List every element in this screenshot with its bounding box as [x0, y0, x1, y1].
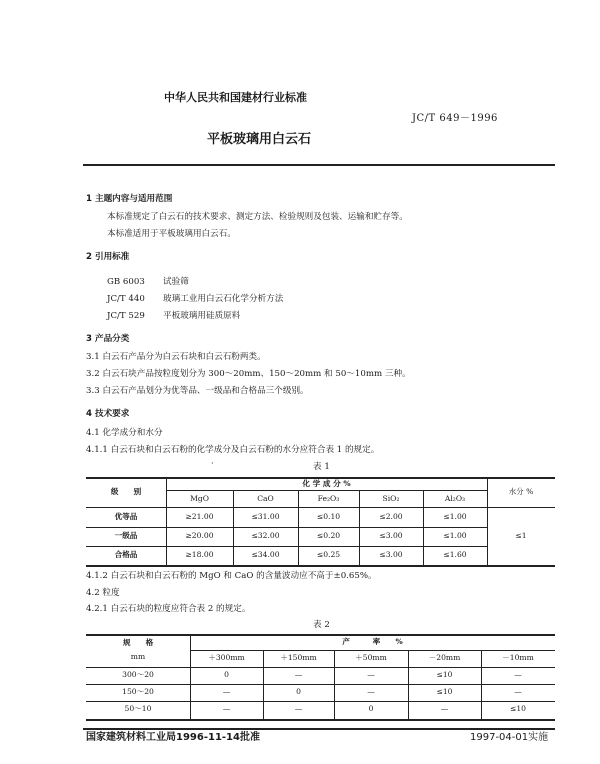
- table-1-border: [86, 565, 555, 567]
- table-cell: 0: [224, 670, 229, 679]
- column-header: Al₂O₃: [444, 494, 466, 503]
- table-cell: 0: [296, 687, 301, 696]
- table-cell: —: [514, 687, 522, 696]
- spec-cell: 50～10: [124, 704, 152, 713]
- clause-4-1: 4.1 化学成分和水分: [86, 428, 163, 438]
- column-header: －10mm: [502, 653, 534, 662]
- column-header: ＋300mm: [208, 653, 245, 662]
- table-cell: ≤10: [436, 670, 453, 679]
- ref-name: 玻璃工业用白云石化学分析方法: [163, 294, 284, 304]
- table-2-rule: [86, 667, 555, 668]
- ref-name: 平板玻璃用硅质原料: [163, 311, 241, 321]
- table-1-rule: [166, 490, 487, 491]
- section-1-heading: 1 主题内容与适用范围: [86, 194, 173, 204]
- table-cell: ≤2.00: [379, 512, 403, 521]
- table-cell: ≥21.00: [185, 512, 214, 521]
- column-header: ＋150mm: [280, 653, 317, 662]
- stray-dot: ·: [211, 459, 214, 469]
- chemical-group-header: 化 学 成 分 %: [302, 479, 351, 488]
- section-4-heading: 4 技术要求: [86, 409, 130, 419]
- table-cell: 0: [368, 704, 374, 713]
- ref-code: JC/T 440: [107, 294, 145, 304]
- effective-date: 1997-04-01实施: [470, 732, 549, 743]
- table-cell: ≤0.25: [316, 550, 341, 559]
- column-header: SiO₂: [382, 494, 400, 503]
- table-2-border: [86, 719, 555, 721]
- org-title: 中华人民共和国建材行业标准: [164, 91, 307, 104]
- ref-code: JC/T 529: [107, 311, 145, 321]
- grade-cell: 一级品: [114, 531, 138, 540]
- table-cell: —: [222, 704, 231, 713]
- table-cell: ≥18.00: [185, 550, 214, 559]
- table-cell: ≤0.10: [316, 512, 341, 521]
- table-cell: ≤1.00: [443, 512, 467, 521]
- table-1-rule: [86, 507, 555, 508]
- spec-unit: mm: [130, 652, 146, 661]
- moisture-cell: ≤1: [515, 531, 527, 540]
- table-cell: —: [367, 670, 375, 679]
- table-2-border: [86, 634, 555, 636]
- grade-cell: 优等品: [114, 512, 138, 521]
- table-cell: —: [294, 704, 303, 713]
- table-cell: ≥20.00: [185, 531, 214, 540]
- spec-cell: 150～20: [122, 687, 154, 696]
- table-cell: ≤10: [436, 687, 453, 696]
- table-cell: ≤1.60: [443, 550, 467, 559]
- table-2-rule: [86, 701, 555, 702]
- table-cell: ≤31.00: [251, 512, 280, 521]
- spec-cell: 300～20: [122, 670, 154, 679]
- table-1-rule: [86, 527, 487, 528]
- column-header: Fe₂O₃: [317, 494, 340, 503]
- yield-group-header: 产 率 %: [342, 637, 403, 646]
- footer-divider: [83, 728, 555, 730]
- table-cell: ≤10: [509, 704, 527, 713]
- clause-4-2: 4.2 粒度: [86, 588, 120, 598]
- clause-3-3: 3.3 白云石产品划分为优等品、一级品和合格品三个级别。: [86, 386, 309, 396]
- clause-4-1-1: 4.1.1 白云石块和白云石粉的化学成分及白云石粉的水分应符合表 1 的规定。: [86, 445, 380, 455]
- table-cell: ≤0.20: [316, 531, 341, 540]
- clause-3-1: 3.1 白云石产品分为白云石块和白云石粉两类。: [86, 352, 266, 362]
- table-cell: ≤32.00: [251, 531, 280, 540]
- grade-header: 级 别: [110, 487, 142, 496]
- table-cell: —: [367, 687, 375, 696]
- table-cell: ≤34.00: [251, 550, 280, 559]
- table-2-rule: [190, 650, 555, 651]
- section-1-para-2: 本标准适用于平板玻璃用白云石。: [107, 229, 236, 239]
- moisture-header: 水分 %: [508, 487, 534, 496]
- column-header: ＋50mm: [355, 653, 387, 662]
- section-2-heading: 2 引用标准: [86, 252, 130, 262]
- document-title: 平板玻璃用白云石: [207, 132, 312, 147]
- table-2-rule: [86, 684, 555, 685]
- section-1-para-1: 本标准规定了白云石的技术要求、测定方法、检验规则及包装、运输和贮存等。: [107, 212, 408, 222]
- clause-4-2-1: 4.2.1 白云石块的粒度应符合表 2 的规定。: [86, 604, 251, 614]
- column-header: －20mm: [428, 653, 461, 662]
- column-header: CaO: [257, 494, 274, 503]
- table-cell: —: [294, 670, 303, 679]
- table-cell: —: [222, 687, 231, 696]
- table-2-caption: 表 2: [313, 620, 330, 630]
- spec-header: 规 格: [122, 638, 154, 647]
- table-cell: ≤1.00: [443, 531, 467, 540]
- ref-code: GB 6003: [107, 277, 145, 287]
- table-1-rule: [86, 546, 487, 547]
- header-divider: [83, 164, 555, 166]
- ref-name: 试验筛: [163, 277, 189, 287]
- grade-cell: 合格品: [114, 550, 138, 559]
- clause-4-1-2: 4.1.2 白云石块和白云石粉的 MgO 和 CaO 的含量波动应不高于±0.65%。: [86, 571, 377, 581]
- clause-3-2: 3.2 白云石块产品按粒度划分为 300～20mm、150～20mm 和 50～10mm 三种。: [86, 369, 411, 379]
- section-3-heading: 3 产品分类: [86, 334, 130, 344]
- table-1-caption: 表 1: [313, 462, 330, 472]
- table-cell: ≤3.00: [379, 550, 403, 559]
- table-cell: —: [514, 670, 522, 679]
- table-cell: ≤3.00: [379, 531, 403, 540]
- column-header: MgO: [190, 494, 209, 503]
- table-cell: —: [440, 704, 449, 713]
- issuer-approval: 国家建筑材料工业局1996-11-14批准: [86, 732, 260, 743]
- standard-code: JC/T 649－1996: [412, 113, 498, 124]
